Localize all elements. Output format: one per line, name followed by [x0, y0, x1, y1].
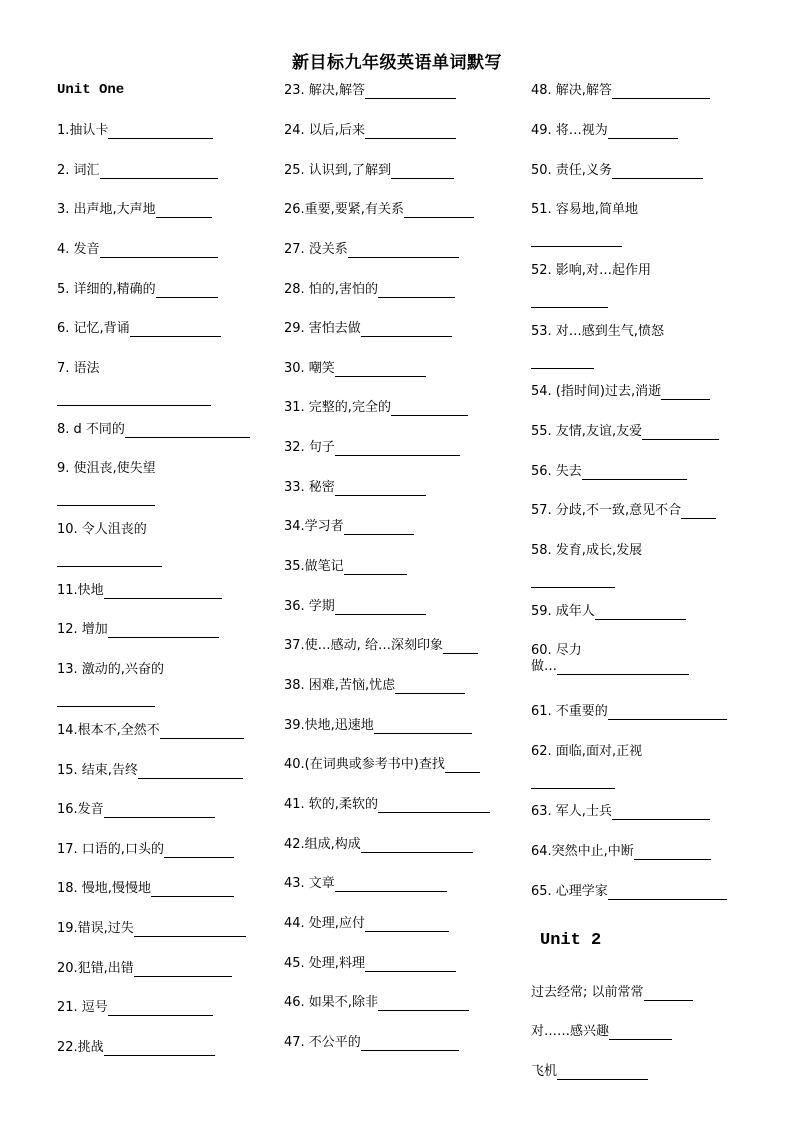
item-prompt: 3. 出声地,大声地: [57, 202, 156, 217]
item-prompt: 17. 口语的,口头的: [57, 842, 164, 857]
vocab-item: [57, 321, 221, 337]
unit-one-heading: Unit One: [57, 82, 125, 98]
answer-blank[interactable]: [104, 584, 222, 599]
item-prompt: 42.组成,构成: [284, 837, 361, 852]
answer-blank[interactable]: [661, 385, 710, 400]
answer-blank[interactable]: [156, 283, 218, 298]
item-prompt: 27. 没关系: [284, 242, 348, 257]
item-prompt: 57. 分歧,不一致,意见不合: [531, 503, 682, 518]
answer-blank[interactable]: [365, 124, 456, 139]
item-prompt: 61. 不重要的: [531, 704, 608, 719]
answer-blank[interactable]: [361, 838, 473, 853]
vocab-item: [284, 123, 456, 139]
unit-two-heading: Unit 2: [540, 931, 602, 950]
answer-blank[interactable]: [104, 803, 215, 818]
item-prompt: 5. 详细的,精确的: [57, 282, 156, 297]
vocab-item: [284, 282, 455, 298]
vocab-item: [284, 638, 478, 654]
item-prompt: 8. d 不同的: [57, 422, 125, 437]
vocab-item: [284, 163, 454, 179]
item-prompt: 65. 心理学家: [531, 884, 608, 899]
answer-blank[interactable]: [104, 1041, 215, 1056]
vocab-item: [284, 797, 490, 813]
answer-blank[interactable]: [335, 877, 447, 892]
item-prompt: 飞机: [531, 1064, 558, 1079]
vocab-item: [531, 604, 686, 620]
vocab-item: [57, 583, 222, 599]
answer-blank[interactable]: [608, 705, 727, 720]
item-prompt: 60. 尽力: [531, 643, 582, 658]
item-prompt: 41. 软的,柔软的: [284, 797, 378, 812]
vocab-item: [284, 559, 407, 575]
item-prompt: 31. 完整的,完全的: [284, 400, 391, 415]
item-prompt: 13. 激动的,兴奋的: [57, 662, 164, 677]
answer-blank[interactable]: [531, 774, 615, 789]
vocab-item: [284, 321, 452, 337]
vocab-item: [57, 622, 219, 638]
answer-blank[interactable]: [557, 1065, 648, 1080]
vocab-item: [284, 876, 447, 892]
answer-blank[interactable]: [391, 401, 468, 416]
vocab-item: [531, 543, 642, 588]
answer-blank[interactable]: [365, 957, 456, 972]
item-prompt: 29. 害怕去做: [284, 321, 361, 336]
vocab-item: [57, 282, 218, 298]
vocab-item: [284, 480, 426, 496]
answer-blank[interactable]: [151, 882, 234, 897]
item-prompt: 33. 秘密: [284, 480, 335, 495]
answer-blank[interactable]: [365, 84, 456, 99]
answer-blank[interactable]: [108, 623, 219, 638]
vocab-item: [57, 881, 234, 897]
vocab-item: [531, 324, 664, 369]
item-prompt-continued: 做…: [531, 659, 558, 674]
answer-blank[interactable]: [395, 679, 465, 694]
answer-blank[interactable]: [642, 425, 719, 440]
answer-blank[interactable]: [108, 1001, 213, 1016]
item-prompt: 26.重要,要紧,有关系: [284, 202, 404, 217]
item-prompt: 54. (指时间)过去,消逝: [531, 384, 662, 399]
item-prompt: 38. 困难,苦恼,忧虑: [284, 678, 396, 693]
answer-blank[interactable]: [557, 660, 689, 675]
answer-blank[interactable]: [57, 491, 155, 506]
vocab-item: [531, 123, 678, 139]
item-prompt: 对……感兴趣: [531, 1024, 610, 1039]
answer-blank[interactable]: [125, 423, 250, 438]
answer-blank[interactable]: [361, 322, 452, 337]
vocab-item: [284, 202, 474, 218]
item-prompt: 43. 文章: [284, 876, 335, 891]
item-prompt: 15. 结束,告终: [57, 763, 138, 778]
answer-blank[interactable]: [344, 520, 414, 535]
vocab-item: [57, 802, 215, 818]
item-prompt: 24. 以后,后来: [284, 123, 365, 138]
answer-blank[interactable]: [634, 845, 711, 860]
item-prompt: 37.使…感动, 给…深刻印象: [284, 638, 443, 653]
vocab-item: [284, 1035, 459, 1051]
answer-blank[interactable]: [335, 600, 426, 615]
vocab-item: [284, 956, 456, 972]
item-prompt: 59. 成年人: [531, 604, 595, 619]
vocab-item: [57, 361, 211, 406]
item-prompt: 52. 影响,对…起作用: [531, 263, 651, 278]
item-prompt: 过去经常; 以前常常: [531, 985, 644, 1000]
item-prompt: 35.做笔记: [284, 559, 344, 574]
vocab-item: [284, 678, 465, 694]
item-prompt: 16.发音: [57, 802, 104, 817]
vocab-item: [284, 599, 426, 615]
item-prompt: 6. 记忆,背诵: [57, 321, 130, 336]
vocab-item: [284, 995, 469, 1011]
item-prompt: 40.(在词典或参考书中)查找: [284, 757, 445, 772]
vocab-item: [284, 400, 468, 416]
item-prompt: 7. 语法: [57, 361, 100, 376]
answer-blank[interactable]: [445, 758, 480, 773]
vocab-item: [57, 961, 232, 977]
vocab-item: [57, 1000, 213, 1016]
item-prompt: 23. 解决,解答: [284, 83, 365, 98]
vocab-item: [57, 842, 234, 858]
vocab-item: [57, 123, 213, 139]
item-prompt: 1.抽认卡: [57, 123, 109, 138]
vocab-item: [531, 202, 638, 247]
vocab-item: [531, 424, 719, 440]
item-prompt: 49. 将…视为: [531, 123, 608, 138]
vocab-item: [284, 837, 473, 853]
vocab-item: [531, 884, 727, 900]
answer-blank[interactable]: [348, 243, 459, 258]
vocab-item: [57, 723, 244, 739]
answer-blank[interactable]: [681, 504, 716, 519]
vocab-item: [531, 384, 710, 400]
vocab-item: [284, 916, 449, 932]
item-prompt: 44. 处理,应付: [284, 916, 365, 931]
vocab-item: [57, 163, 218, 179]
answer-blank[interactable]: [443, 639, 478, 654]
vocab-item: [57, 202, 212, 218]
vocab-item: [284, 718, 472, 734]
answer-blank[interactable]: [156, 203, 212, 218]
answer-blank[interactable]: [160, 724, 244, 739]
answer-blank[interactable]: [531, 573, 615, 588]
vocab-item: [57, 763, 243, 779]
item-prompt: 28. 怕的,害怕的: [284, 282, 378, 297]
answer-blank[interactable]: [644, 986, 693, 1001]
vocab-item: [284, 361, 426, 377]
vocab-item: [57, 461, 156, 506]
vocab-item: [284, 242, 459, 258]
vocab-item: [531, 844, 711, 860]
item-prompt: 50. 责任,义务: [531, 163, 612, 178]
vocab-item: [531, 704, 727, 720]
answer-blank[interactable]: [582, 465, 687, 480]
answer-blank[interactable]: [378, 996, 469, 1011]
item-prompt: 9. 使沮丧,使失望: [57, 461, 156, 476]
vocab-item: [531, 744, 642, 789]
vocab-item: [531, 83, 710, 99]
item-prompt: 30. 嘲笑: [284, 361, 335, 376]
answer-blank[interactable]: [335, 481, 426, 496]
answer-blank[interactable]: [531, 232, 622, 247]
answer-blank[interactable]: [100, 164, 218, 179]
answer-blank[interactable]: [344, 560, 407, 575]
vocab-item: [57, 522, 162, 567]
item-prompt: 63. 军人,士兵: [531, 804, 612, 819]
answer-blank[interactable]: [595, 605, 686, 620]
answer-blank[interactable]: [609, 1025, 672, 1040]
vocab-item: [284, 440, 460, 456]
answer-blank[interactable]: [531, 354, 594, 369]
item-prompt: 21. 逗号: [57, 1000, 108, 1015]
answer-blank[interactable]: [130, 322, 221, 337]
answer-blank[interactable]: [612, 164, 703, 179]
item-prompt: 32. 句子: [284, 440, 335, 455]
answer-blank[interactable]: [612, 805, 710, 820]
item-prompt: 46. 如果不,除非: [284, 995, 378, 1010]
vocab-item: [531, 163, 703, 179]
answer-blank[interactable]: [608, 885, 727, 900]
item-prompt: 12. 增加: [57, 622, 108, 637]
item-prompt: 58. 发育,成长,发展: [531, 543, 643, 558]
vocab-item: [284, 83, 456, 99]
item-prompt: 64.突然中止,中断: [531, 844, 634, 859]
item-prompt: 56. 失去: [531, 464, 582, 479]
answer-blank[interactable]: [378, 798, 490, 813]
item-prompt: 19.错误,过失: [57, 921, 134, 936]
vocab-item: [531, 804, 710, 820]
answer-blank[interactable]: [608, 124, 678, 139]
item-prompt: 4. 发音: [57, 242, 100, 257]
item-prompt: 53. 对…感到生气,愤怒: [531, 324, 664, 339]
item-prompt: 18. 慢地,慢慢地: [57, 881, 151, 896]
item-prompt: 11.快地: [57, 583, 104, 598]
item-prompt: 25. 认识到,了解到: [284, 163, 391, 178]
answer-blank[interactable]: [100, 243, 218, 258]
vocab-item: [284, 757, 480, 773]
answer-blank[interactable]: [374, 719, 472, 734]
item-prompt: 36. 学期: [284, 599, 335, 614]
unit2-vocab-item: [531, 985, 693, 1001]
item-prompt: 2. 词汇: [57, 163, 100, 178]
answer-blank[interactable]: [404, 203, 474, 218]
answer-blank[interactable]: [134, 962, 232, 977]
answer-blank[interactable]: [335, 362, 426, 377]
vocab-item: [57, 921, 246, 937]
item-prompt: 20.犯错,出错: [57, 961, 134, 976]
answer-blank[interactable]: [531, 293, 608, 308]
answer-blank[interactable]: [361, 1036, 459, 1051]
item-prompt: 14.根本不,全然不: [57, 723, 160, 738]
answer-blank[interactable]: [108, 124, 213, 139]
item-prompt: 10. 令人沮丧的: [57, 522, 147, 537]
vocab-item: [531, 464, 687, 480]
vocab-item: [531, 503, 716, 519]
answer-blank[interactable]: [391, 164, 454, 179]
answer-blank[interactable]: [134, 922, 246, 937]
vocab-item: [57, 662, 164, 707]
answer-blank[interactable]: [164, 843, 234, 858]
answer-blank[interactable]: [138, 764, 243, 779]
vocab-item: [531, 263, 651, 308]
item-prompt: 48. 解决,解答: [531, 83, 612, 98]
vocab-item: [531, 643, 689, 675]
item-prompt: 47. 不公平的: [284, 1035, 361, 1050]
item-prompt: 39.快地,迅速地: [284, 718, 374, 733]
answer-blank[interactable]: [57, 391, 211, 406]
vocab-item: [57, 1040, 215, 1056]
unit2-vocab-item: [531, 1024, 672, 1040]
answer-blank[interactable]: [365, 917, 449, 932]
item-prompt: 34.学习者: [284, 519, 344, 534]
answer-blank[interactable]: [335, 441, 460, 456]
unit2-vocab-item: [531, 1064, 648, 1080]
answer-blank[interactable]: [57, 552, 162, 567]
item-prompt: 51. 容易地,简单地: [531, 202, 638, 217]
vocab-item: [57, 422, 250, 438]
vocab-item: [57, 242, 218, 258]
answer-blank[interactable]: [612, 84, 710, 99]
item-prompt: 45. 处理,料理: [284, 956, 365, 971]
answer-blank[interactable]: [378, 283, 455, 298]
answer-blank[interactable]: [57, 692, 155, 707]
item-prompt: 62. 面临,面对,正视: [531, 744, 643, 759]
item-prompt: 22.挑战: [57, 1040, 104, 1055]
vocab-item: [284, 519, 414, 535]
item-prompt: 55. 友情,友谊,友爱: [531, 424, 643, 439]
page-title: 新目标九年级英语单词默写: [292, 53, 502, 73]
